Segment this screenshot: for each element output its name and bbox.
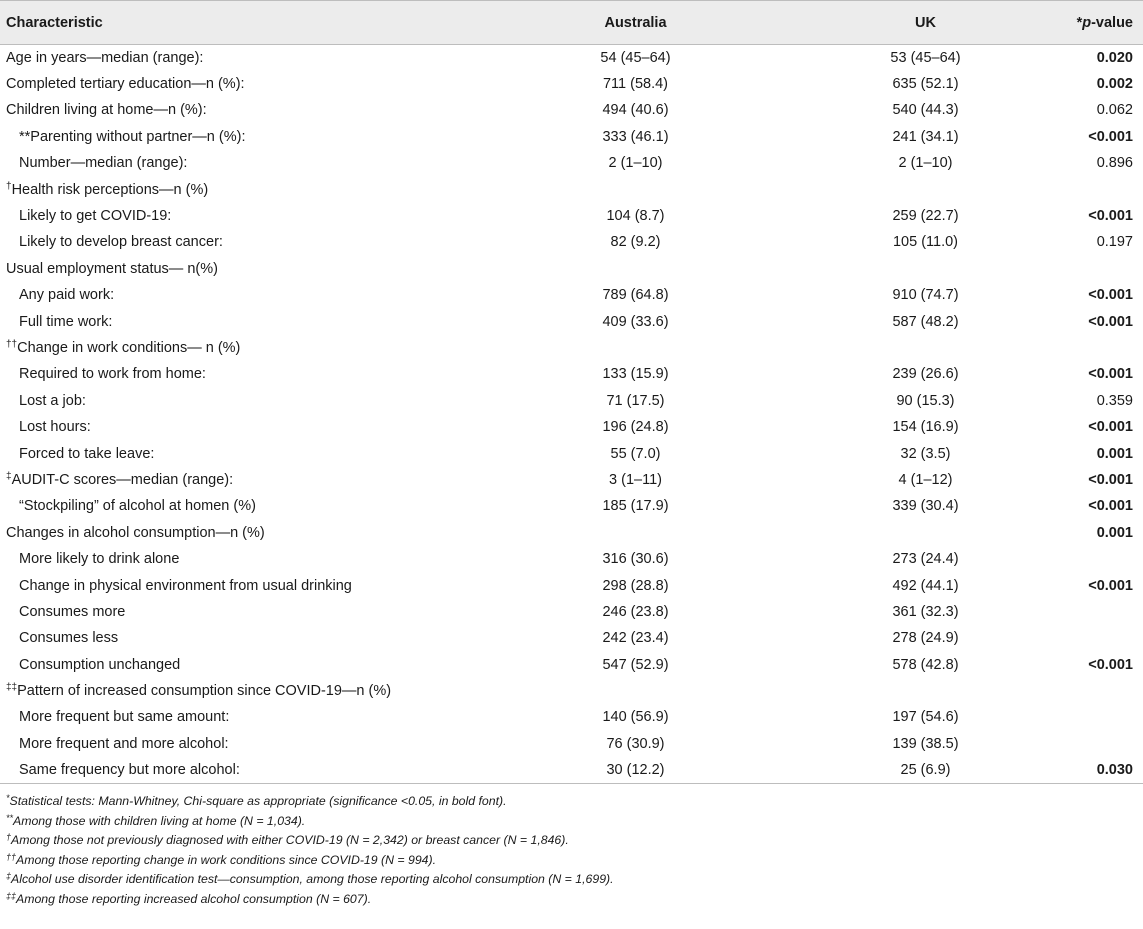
cell-australia bbox=[452, 520, 767, 546]
header-australia: Australia bbox=[452, 1, 767, 45]
row-label-text: Lost a job: bbox=[19, 392, 86, 409]
footnote-mark: ‡ bbox=[6, 871, 12, 882]
cell-australia: 298 (28.8) bbox=[602, 577, 669, 594]
cell-p-value: <0.001 bbox=[1088, 498, 1133, 515]
row-label-text: AUDIT-C scores—median (range): bbox=[11, 471, 234, 488]
cell-uk bbox=[767, 520, 1042, 546]
row-label-text: Health risk perceptions—n (%) bbox=[11, 181, 209, 198]
footnote-text: Among those not previously diagnosed with either COVID-19 (N = 2,342) or breast cancer (N = 1,846). bbox=[11, 833, 569, 848]
row-label bbox=[0, 625, 452, 651]
cell-p-value bbox=[1042, 731, 1143, 757]
header-characteristic: Characteristic bbox=[0, 1, 452, 45]
row-label-text: Consumes less bbox=[19, 630, 119, 647]
cell-p-value bbox=[1042, 678, 1143, 704]
row-label-text: Full time work: bbox=[19, 313, 113, 330]
row-label bbox=[0, 45, 452, 71]
cell-australia: 140 (56.9) bbox=[602, 709, 669, 726]
cell-p-value: 0.001 bbox=[1096, 445, 1133, 462]
row-label bbox=[0, 97, 452, 123]
cell-australia: 196 (24.8) bbox=[602, 419, 669, 436]
table-row bbox=[0, 520, 1143, 546]
cell-uk: 578 (42.8) bbox=[892, 656, 959, 673]
row-label bbox=[0, 282, 452, 308]
table-row bbox=[0, 757, 1143, 783]
cell-p-value bbox=[1042, 599, 1143, 625]
cell-p-value: <0.001 bbox=[1088, 313, 1133, 330]
footnote bbox=[6, 870, 1137, 890]
table-row bbox=[0, 203, 1143, 229]
cell-p-value: 0.020 bbox=[1096, 49, 1133, 66]
cell-p-value bbox=[1042, 546, 1143, 572]
table-row bbox=[0, 625, 1143, 651]
row-label bbox=[0, 176, 452, 202]
cell-p-value: <0.001 bbox=[1088, 656, 1133, 673]
row-label bbox=[0, 229, 452, 255]
cell-uk bbox=[767, 335, 1042, 361]
cell-australia: 547 (52.9) bbox=[602, 656, 669, 673]
row-label-text: Consumes more bbox=[19, 603, 126, 620]
row-label bbox=[0, 335, 452, 361]
table-row bbox=[0, 308, 1143, 334]
cell-australia: 185 (17.9) bbox=[602, 498, 669, 515]
header-p-value-mark: * bbox=[1076, 14, 1083, 31]
cell-uk: 241 (34.1) bbox=[892, 128, 959, 145]
cell-uk: 154 (16.9) bbox=[892, 419, 959, 436]
cell-p-value: 0.359 bbox=[1096, 392, 1133, 409]
cell-uk: 540 (44.3) bbox=[892, 102, 959, 119]
cell-australia: 711 (58.4) bbox=[602, 76, 669, 93]
header-p-value bbox=[1042, 1, 1143, 45]
row-label bbox=[0, 757, 452, 783]
cell-p-value bbox=[1042, 256, 1143, 282]
row-label-text: Lost hours: bbox=[19, 419, 91, 436]
header-row bbox=[0, 1, 1143, 45]
row-footnote-mark: ‡‡ bbox=[6, 682, 18, 694]
cell-australia: 494 (40.6) bbox=[602, 102, 669, 119]
cell-uk: 361 (32.3) bbox=[892, 603, 959, 620]
row-label bbox=[0, 308, 452, 334]
row-label-text: Children living at home—n (%): bbox=[6, 102, 207, 119]
row-label bbox=[0, 546, 452, 572]
table-row bbox=[0, 440, 1143, 466]
row-label-text: More frequent but same amount: bbox=[19, 709, 230, 726]
row-label-text: Completed tertiary education—n (%): bbox=[6, 76, 245, 93]
row-label bbox=[0, 467, 452, 493]
row-label-text: Pattern of increased consumption since COVID-19—n (%) bbox=[17, 683, 392, 700]
cell-uk: 635 (52.1) bbox=[892, 76, 959, 93]
row-label bbox=[0, 71, 452, 97]
header-p-value-rest: -value bbox=[1091, 14, 1133, 31]
cell-uk: 492 (44.1) bbox=[892, 577, 959, 594]
row-label bbox=[0, 440, 452, 466]
row-label bbox=[0, 150, 452, 176]
cell-australia: 55 (7.0) bbox=[610, 445, 661, 462]
table-row bbox=[0, 704, 1143, 730]
cell-australia: 242 (23.4) bbox=[602, 630, 669, 647]
cell-australia bbox=[452, 678, 767, 704]
footnote-mark: †† bbox=[6, 851, 17, 862]
row-label bbox=[0, 599, 452, 625]
cell-uk: 587 (48.2) bbox=[892, 313, 959, 330]
row-label-text: Any paid work: bbox=[19, 287, 115, 304]
cell-p-value bbox=[1042, 704, 1143, 730]
row-label bbox=[0, 388, 452, 414]
row-label bbox=[0, 678, 452, 704]
row-label-text: More likely to drink alone bbox=[19, 551, 180, 568]
row-label bbox=[0, 256, 452, 282]
footnote bbox=[6, 851, 1137, 871]
table-row bbox=[0, 388, 1143, 414]
footnote-mark: * bbox=[6, 792, 10, 803]
footnote-text: Among those reporting increased alcohol consumption (N = 607). bbox=[16, 891, 372, 906]
cell-p-value: <0.001 bbox=[1088, 208, 1133, 225]
table-row bbox=[0, 546, 1143, 572]
cell-uk: 239 (26.6) bbox=[892, 366, 959, 383]
cell-australia bbox=[452, 256, 767, 282]
cell-australia: 409 (33.6) bbox=[602, 313, 669, 330]
cell-australia: 82 (9.2) bbox=[610, 234, 661, 251]
footnote-text: Statistical tests: Mann-Whitney, Chi-square as appropriate (significance <0.05, in bold font). bbox=[9, 793, 507, 808]
table-row bbox=[0, 97, 1143, 123]
footnote-mark: ‡‡ bbox=[6, 890, 17, 901]
row-label-text: Forced to take leave: bbox=[19, 445, 155, 462]
cell-australia: 54 (45–64) bbox=[600, 49, 671, 66]
table-row bbox=[0, 256, 1143, 282]
row-label-text: Required to work from home: bbox=[19, 366, 206, 383]
row-label bbox=[0, 520, 452, 546]
footnote-text: Among those with children living at home (N = 1,034). bbox=[13, 813, 306, 828]
cell-uk: 32 (3.5) bbox=[900, 445, 951, 462]
cell-uk bbox=[767, 256, 1042, 282]
cell-p-value bbox=[1042, 625, 1143, 651]
footnote bbox=[6, 812, 1137, 832]
table-row bbox=[0, 124, 1143, 150]
cell-uk: 339 (30.4) bbox=[892, 498, 959, 515]
row-label-text: Change in physical environment from usual drinking bbox=[19, 577, 352, 594]
cell-australia: 76 (30.9) bbox=[606, 735, 665, 752]
cell-p-value: 0.197 bbox=[1096, 234, 1133, 251]
footnote-mark: ** bbox=[6, 812, 14, 823]
row-label bbox=[0, 124, 452, 150]
cell-australia: 2 (1–10) bbox=[608, 155, 663, 172]
row-label-text: Changes in alcohol consumption—n (%) bbox=[6, 524, 265, 541]
table-footnotes bbox=[0, 784, 1143, 910]
row-label-text: Age in years—median (range): bbox=[6, 49, 204, 66]
row-label bbox=[0, 704, 452, 730]
cell-uk: 139 (38.5) bbox=[892, 735, 959, 752]
row-label-text: Usual employment status— n(%) bbox=[6, 260, 218, 277]
cell-australia bbox=[452, 335, 767, 361]
row-label bbox=[0, 572, 452, 598]
table-body bbox=[0, 45, 1143, 784]
cell-p-value: 0.002 bbox=[1096, 76, 1133, 93]
cell-p-value: <0.001 bbox=[1088, 287, 1133, 304]
row-label-text: Change in work conditions— n (%) bbox=[17, 339, 241, 356]
row-label-text: “Stockpiling” of alcohol at homen (%) bbox=[19, 498, 256, 515]
row-label-text: More frequent and more alcohol: bbox=[19, 735, 229, 752]
cell-uk: 259 (22.7) bbox=[892, 208, 959, 225]
row-label bbox=[0, 361, 452, 387]
row-label-text: Same frequency but more alcohol: bbox=[19, 761, 240, 778]
row-label-text: Number—median (range): bbox=[19, 155, 188, 172]
footnote bbox=[6, 792, 1137, 812]
table-row bbox=[0, 176, 1143, 202]
cell-uk: 2 (1–10) bbox=[898, 155, 953, 172]
cell-australia: 71 (17.5) bbox=[606, 392, 665, 409]
cell-australia: 104 (8.7) bbox=[606, 208, 665, 225]
table-row bbox=[0, 493, 1143, 519]
cell-uk: 90 (15.3) bbox=[896, 392, 955, 409]
row-label-text: Likely to get COVID-19: bbox=[19, 208, 172, 225]
header-uk: UK bbox=[767, 1, 1042, 45]
row-label bbox=[0, 731, 452, 757]
cell-australia bbox=[452, 176, 767, 202]
footnote-text: Among those reporting change in work conditions since COVID-19 (N = 994). bbox=[16, 852, 437, 867]
cell-uk: 278 (24.9) bbox=[892, 630, 959, 647]
row-label bbox=[0, 414, 452, 440]
table-row bbox=[0, 599, 1143, 625]
row-footnote-mark: ‡ bbox=[6, 470, 12, 482]
cell-australia: 789 (64.8) bbox=[602, 287, 669, 304]
cell-uk: 197 (54.6) bbox=[892, 709, 959, 726]
cell-p-value: <0.001 bbox=[1088, 128, 1133, 145]
table-row bbox=[0, 335, 1143, 361]
cell-p-value: 0.001 bbox=[1096, 524, 1133, 541]
cell-australia: 3 (1–11) bbox=[609, 471, 662, 488]
row-label-text: Consumption unchanged bbox=[19, 656, 181, 673]
table-header bbox=[0, 1, 1143, 45]
cell-uk: 25 (6.9) bbox=[767, 757, 1042, 783]
cell-australia: 133 (15.9) bbox=[602, 366, 669, 383]
footnote bbox=[6, 831, 1137, 851]
table-row bbox=[0, 467, 1143, 493]
table-row bbox=[0, 71, 1143, 97]
table-row bbox=[0, 150, 1143, 176]
cell-uk: 910 (74.7) bbox=[892, 287, 959, 304]
cell-p-value: <0.001 bbox=[1088, 577, 1133, 594]
cell-australia: 333 (46.1) bbox=[602, 128, 669, 145]
table-row bbox=[0, 229, 1143, 255]
cell-p-value bbox=[1042, 176, 1143, 202]
cell-uk: 53 (45–64) bbox=[890, 49, 961, 66]
cell-uk: 273 (24.4) bbox=[892, 551, 959, 568]
table-row bbox=[0, 45, 1143, 71]
row-label-text: Likely to develop breast cancer: bbox=[19, 234, 223, 251]
cell-p-value: 0.030 bbox=[1042, 757, 1143, 783]
cell-p-value: <0.001 bbox=[1088, 366, 1133, 383]
cell-p-value: <0.001 bbox=[1088, 419, 1133, 436]
row-label bbox=[0, 651, 452, 677]
table-row bbox=[0, 731, 1143, 757]
footnote bbox=[6, 890, 1137, 910]
table-row bbox=[0, 572, 1143, 598]
cell-australia: 246 (23.8) bbox=[602, 603, 669, 620]
cell-p-value: 0.896 bbox=[1096, 155, 1133, 172]
table-row bbox=[0, 282, 1143, 308]
row-label bbox=[0, 203, 452, 229]
cell-uk: 4 (1–12) bbox=[898, 471, 953, 488]
row-label-text: **Parenting without partner—n (%): bbox=[19, 128, 246, 145]
footnote-mark: † bbox=[6, 832, 12, 843]
cell-p-value: 0.062 bbox=[1096, 102, 1133, 119]
cell-uk bbox=[767, 678, 1042, 704]
cell-uk: 105 (11.0) bbox=[892, 234, 959, 251]
cell-p-value bbox=[1042, 335, 1143, 361]
row-label bbox=[0, 493, 452, 519]
table-row bbox=[0, 414, 1143, 440]
cell-p-value: <0.001 bbox=[1088, 471, 1133, 488]
table-row bbox=[0, 678, 1143, 704]
row-footnote-mark: † bbox=[6, 180, 12, 192]
row-footnote-mark: †† bbox=[6, 338, 18, 350]
cell-australia: 30 (12.2) bbox=[452, 757, 767, 783]
cell-uk bbox=[767, 176, 1042, 202]
table-row bbox=[0, 651, 1143, 677]
cell-australia: 316 (30.6) bbox=[602, 551, 669, 568]
table-row bbox=[0, 361, 1143, 387]
header-p-value-p: p bbox=[1082, 14, 1092, 31]
footnote-text: Alcohol use disorder identification test—consumption, among those reporting alcohol consumption (N = 1,699). bbox=[11, 872, 614, 887]
